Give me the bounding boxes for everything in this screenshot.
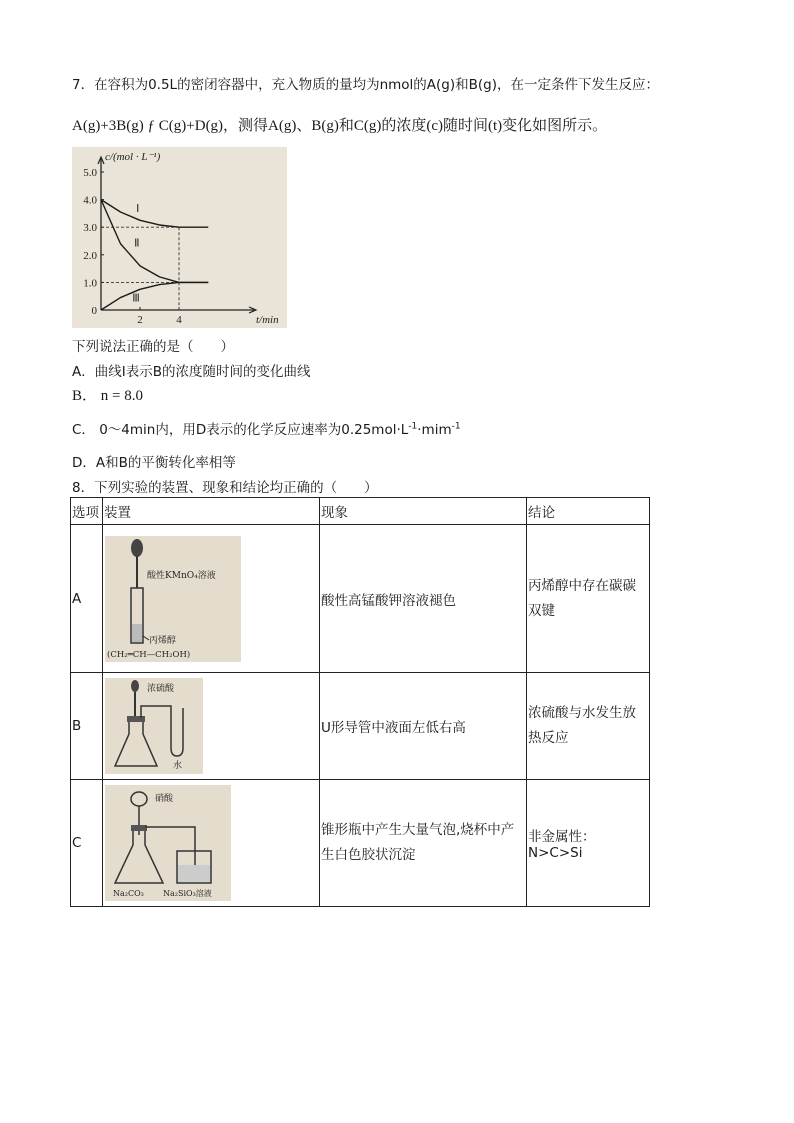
q7-option-c-mid: ·mim	[417, 422, 452, 438]
series-label: Ⅱ	[134, 237, 140, 250]
y-tick-label: 3.0	[83, 222, 97, 235]
q8-table	[70, 497, 650, 907]
table-row	[71, 673, 650, 780]
u-tube-apparatus-image	[105, 678, 203, 774]
x-axis-label: t/min	[256, 314, 279, 326]
y-tick-label: 0	[91, 305, 97, 317]
q7-stem-line2: A(g)+3B(g) ƒ C(g)+D(g)，测得A(g)、B(g)和C(g)的浓度(c)随时间(t)变化如图所示。	[72, 118, 608, 134]
label-na2sio3: Na₂SiO₃溶液	[163, 889, 212, 898]
y-tick-label: 2.0	[83, 249, 97, 262]
table-header-row	[71, 498, 650, 525]
y-tick-label: 4.0	[83, 194, 97, 207]
row-a-phenomenon: 酸性高锰酸钾溶液褪色	[320, 525, 527, 673]
q8-prompt: 8．下列实验的装置、现象和结论均正确的（ ）	[72, 480, 378, 496]
chart-svg	[72, 147, 287, 328]
row-a-conclusion: 丙烯醇中存在碳碳双键	[527, 525, 650, 673]
label-propenol-formula: (CH₂═CH—CH₂OH)	[107, 649, 191, 660]
concentration-time-chart	[72, 147, 287, 328]
y-tick-label: 5.0	[83, 167, 97, 179]
row-a-option: A	[71, 525, 103, 673]
x-tick-label: 4	[176, 314, 182, 326]
q7-option-c	[72, 418, 461, 438]
flask-beaker-apparatus-image	[105, 785, 231, 901]
header-conclusion: 结论	[527, 498, 650, 525]
series-label: Ⅰ	[136, 203, 140, 216]
header-apparatus: 装置	[103, 498, 320, 525]
table-row	[71, 525, 650, 673]
y-axis-label: c/(mol · L⁻¹)	[105, 151, 161, 163]
q7-prompt: 下列说法正确的是（ ）	[72, 339, 234, 355]
header-option: 选项	[71, 498, 103, 525]
label-kmno4: 酸性KMnO₄溶液	[147, 570, 216, 581]
test-tube-apparatus-image	[105, 536, 241, 662]
label-na2co3: Na₂CO₃	[113, 889, 144, 898]
row-c-option: C	[71, 780, 103, 907]
q7-option-d: D．A和B的平衡转化率相等	[72, 455, 236, 471]
q7-option-a: A．曲线Ⅰ表示B的浓度随时间的变化曲线	[72, 364, 311, 380]
q7-option-c-sup2: -1	[451, 421, 461, 432]
series-line-Ⅱ	[101, 200, 208, 283]
table-row	[71, 780, 650, 907]
label-water: 水	[173, 761, 183, 771]
q7-option-c-text: C． 0～4min内，用D表示的化学反应速率为0.25mol·L	[72, 422, 409, 438]
series-line-Ⅰ	[101, 200, 208, 228]
q7-option-c-sup1: -1	[408, 421, 418, 432]
y-tick-label: 1.0	[83, 277, 97, 290]
label-nitric-acid: 硝酸	[155, 794, 174, 804]
q7-stem-line1: 7．在容积为0.5L的密闭容器中，充入物质的量均为nmol的A(g)和B(g)，在一定条件下发生反应：	[72, 77, 659, 93]
series-line-Ⅲ	[101, 282, 208, 310]
x-tick-label: 2	[137, 314, 143, 326]
label-conc-h2so4: 浓硫酸	[147, 684, 175, 694]
row-c-phenomenon: 锥形瓶中产生大量气泡,烧杯中产生白色胶状沉淀	[320, 780, 527, 907]
row-b-option: B	[71, 673, 103, 780]
header-phenomenon: 现象	[320, 498, 527, 525]
row-c-conclusion: 非金属性：N>C>Si	[527, 780, 650, 907]
row-b-conclusion: 浓硫酸与水发生放热反应	[527, 673, 650, 780]
series-label: Ⅲ	[132, 292, 140, 305]
label-propenol: 丙烯醇	[149, 635, 177, 646]
row-b-phenomenon: U形导管中液面左低右高	[320, 673, 527, 780]
q7-option-b: B． n = 8.0	[72, 388, 143, 404]
